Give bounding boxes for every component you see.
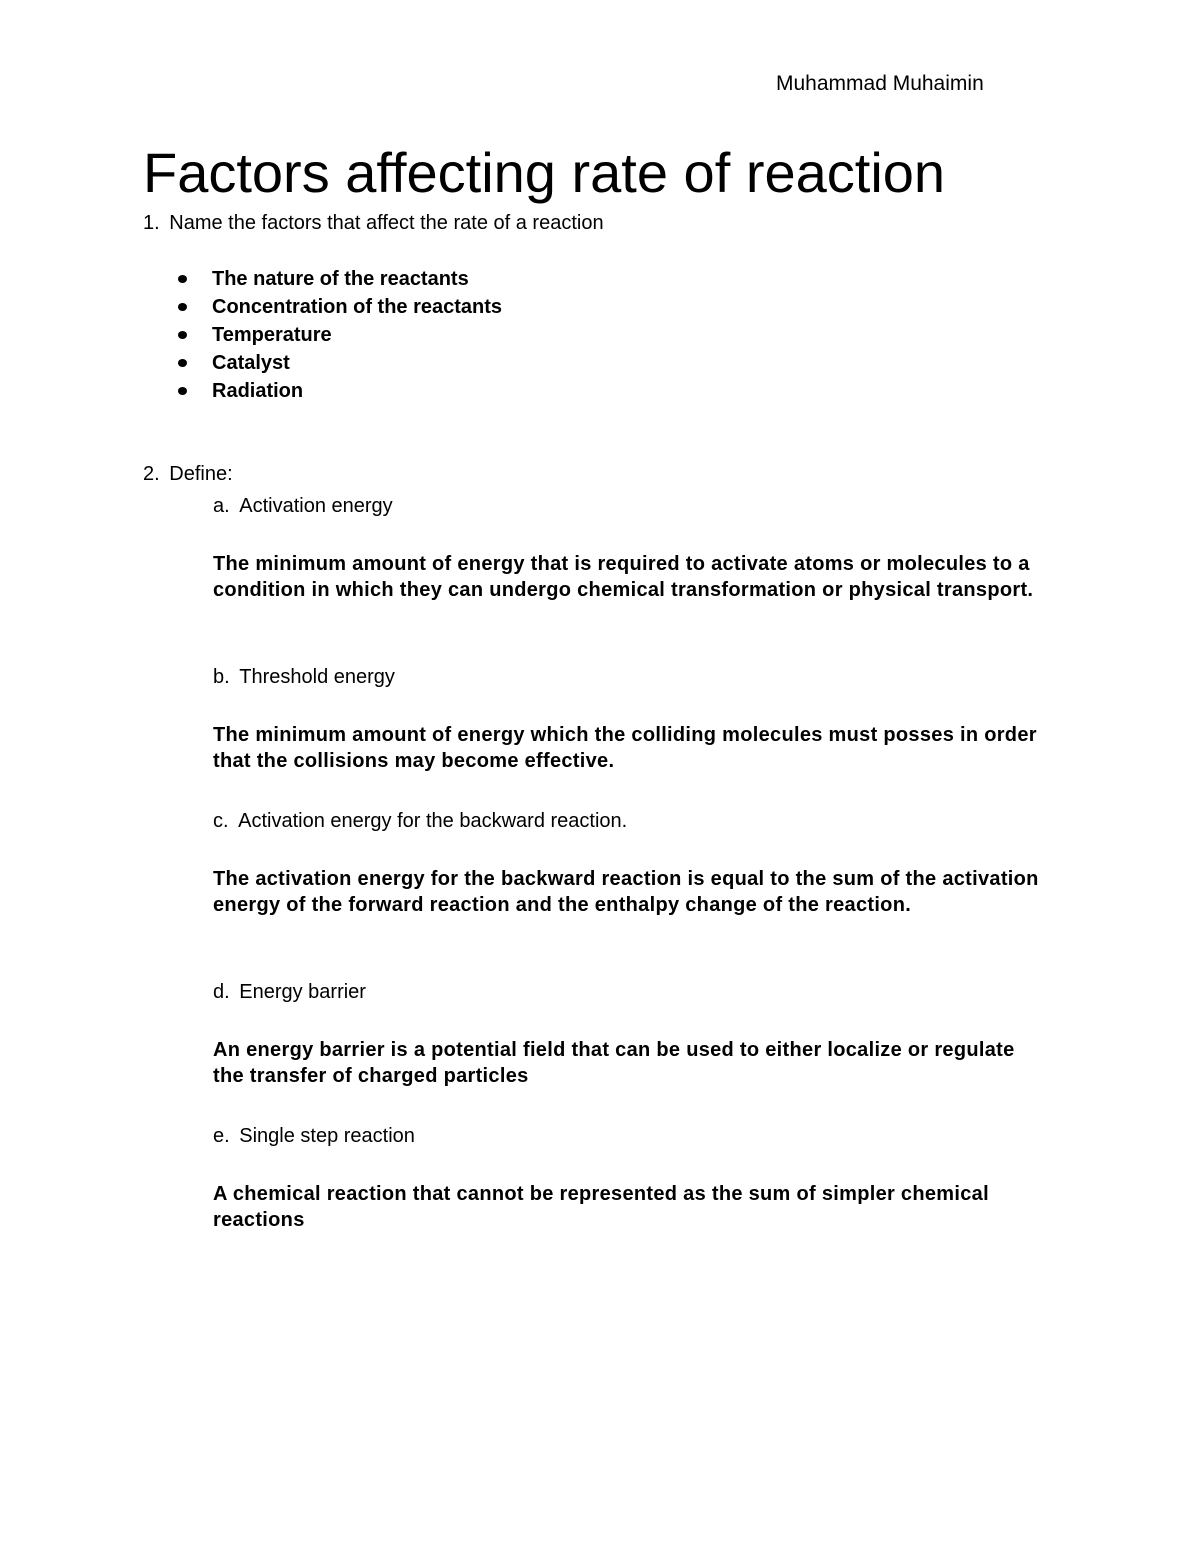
question-1-number: 1.: [143, 212, 160, 234]
term-letter: d.: [213, 981, 230, 1003]
page-title: Factors affecting rate of reaction: [143, 141, 946, 204]
term-letter: a.: [213, 495, 230, 517]
factor-label: The nature of the reactants: [212, 268, 469, 290]
term-letter: c.: [213, 810, 229, 832]
bullet-icon: [178, 387, 187, 395]
definition-answer-e: A chemical reaction that cannot be represented as the sum of simpler chemical reactions: [213, 1183, 989, 1231]
factor-label: Radiation: [212, 380, 304, 402]
definition-answer-d: An energy barrier is a potential field that can be used to either localize or regulate the transfer of charged particles: [213, 1039, 1015, 1087]
question-2: [143, 460, 233, 488]
term-letter: e.: [213, 1125, 230, 1147]
definition-answer-a: The minimum amount of energy that is required to activate atoms or molecules to a condition in which they can undergo chemical transformation or physical transport.: [213, 553, 1034, 601]
question-1-text: Name the factors that affect the rate of a reaction: [169, 212, 604, 234]
author-name: Muhammad Muhaimin: [776, 72, 984, 95]
definition-term-b: [213, 663, 395, 691]
bullet-icon: [178, 331, 187, 339]
term-text: Energy barrier: [239, 981, 366, 1003]
definition-answer-b: The minimum amount of energy which the colliding molecules must posses in order that the collisions may become effective.: [213, 724, 1037, 772]
factor-label: Temperature: [212, 324, 332, 346]
definition-term-a: [213, 492, 393, 520]
definition-term-d: [213, 978, 366, 1006]
question-2-text: Define:: [169, 463, 233, 485]
term-text: Activation energy for the backward reaction.: [238, 810, 628, 832]
question-2-number: 2.: [143, 463, 160, 485]
bullet-icon: [178, 275, 187, 283]
definition-answer-c: The activation energy for the backward reaction is equal to the sum of the activation energy of the forward reaction and the enthalpy change of the reaction.: [213, 868, 1039, 916]
factor-label: Concentration of the reactants: [212, 296, 503, 318]
term-text: Single step reaction: [239, 1125, 415, 1147]
term-text: Threshold energy: [239, 666, 395, 688]
term-text: Activation energy: [239, 495, 393, 517]
bullet-icon: [178, 303, 187, 311]
factor-label: Catalyst: [212, 352, 290, 374]
bullet-icon: [178, 359, 187, 367]
term-letter: b.: [213, 666, 230, 688]
definition-term-c: [213, 807, 627, 835]
question-1: [143, 209, 604, 237]
definition-term-e: [213, 1122, 415, 1150]
